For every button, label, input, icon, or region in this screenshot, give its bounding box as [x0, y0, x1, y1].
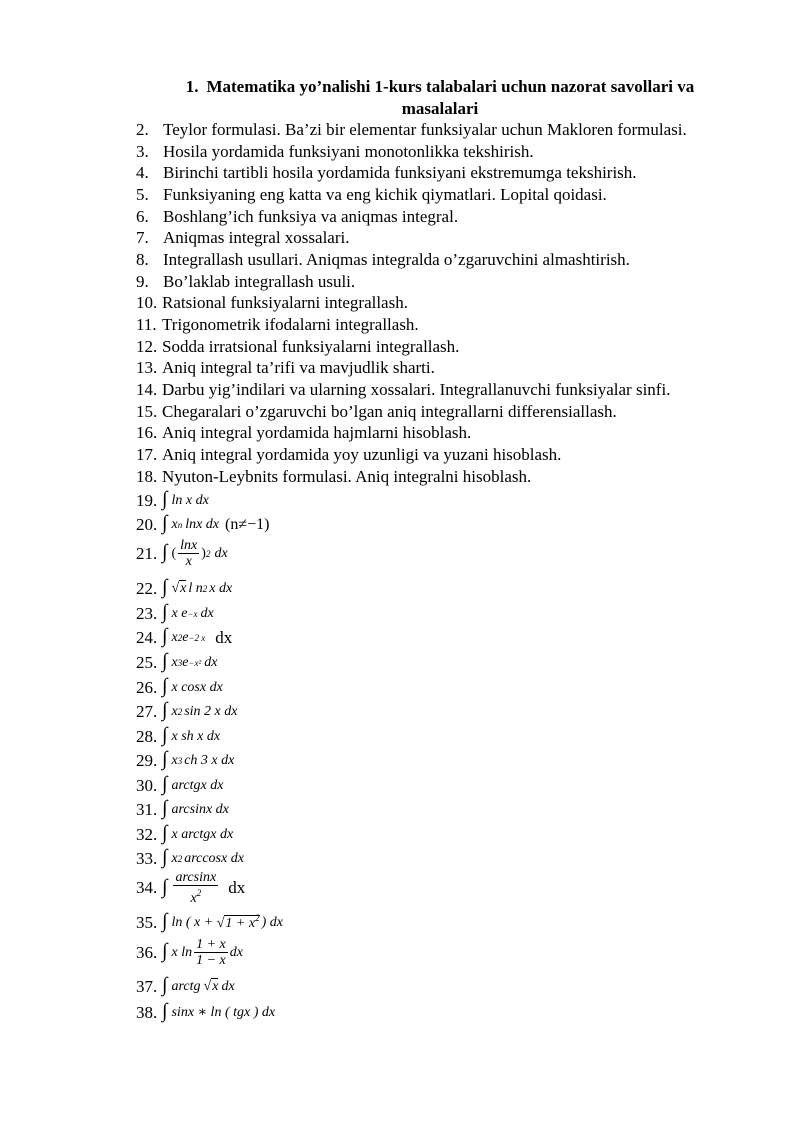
page-title: [150, 76, 730, 120]
title-text: Matematika yo’nalishi 1-kurs talabalari uchun nazorat savollari va masalalari: [206, 77, 695, 118]
integral-item-28: 28. ∫ x sh x dx: [136, 724, 221, 746]
integral-item-32: 32. ∫ x arctgx dx: [136, 822, 234, 844]
integral-item-25: 25. ∫ x 3 e −x² dx: [136, 650, 218, 672]
list-item: 5. Funksiyaning eng katta va eng kichik qiymatlari. Lopital qoidasi.: [136, 185, 607, 204]
integral-sign: ∫: [162, 748, 168, 770]
integral-sign: ∫: [162, 974, 168, 996]
integral-sign: ∫: [162, 576, 168, 598]
list-item: 6. Boshlang’ich funksiya va aniqmas integral.: [136, 207, 459, 226]
list-item: 11. Trigonometrik ifodalarni integrallash.: [136, 315, 419, 334]
list-item: 2. Teylor formulasi. Ba’zi bir elementar funksiyalar uchun Makloren formulasi.: [136, 120, 687, 139]
list-item: 10. Ratsional funksiyalarni integrallash.: [136, 293, 408, 312]
list-item: 9. Bo’laklab integrallash usuli.: [136, 272, 356, 291]
list-item: 8. Integrallash usullari. Aniqmas integralda o’zgaruvchini almashtirish.: [136, 250, 630, 269]
integral-item-22: 22. ∫ √x l n 2 x dx: [136, 576, 233, 598]
integral-sign: ∫: [162, 675, 168, 697]
integral-sign: ∫: [162, 773, 168, 795]
integral-sign: ∫: [162, 724, 168, 746]
integral-sign: ∫: [162, 846, 168, 868]
integral-sign: ∫: [162, 940, 168, 962]
integral-item-27: 27. ∫ x 2 sin 2 x dx: [136, 699, 238, 721]
integral-item-36: 36. ∫ x ln $\frac{1 + x}{1 - x}$ dx: [136, 937, 243, 968]
fraction: $\frac{1 + x}{1 - x}$: [196, 937, 226, 968]
list-item: 14. Darbu yig’indilari va ularning xossalari. Integrallanuvchi funksiyalar sinfi.: [136, 380, 671, 399]
integral-sign: ∫: [162, 625, 168, 647]
integral-item-23: 23. ∫ x e −x dx: [136, 601, 214, 623]
integral-item-35: 35. ∫ ln ( x + $√1 + x^2$ ) dx: [136, 910, 283, 932]
fraction: $\frac{\ln x}{x}$: [180, 538, 198, 569]
integral-sign: ∫: [162, 910, 168, 932]
list-item: 18. Nyuton-Leybnits formulasi. Aniq integralni hisoblash.: [136, 467, 532, 486]
list-item: 13. Aniq integral ta’rifi va mavjudlik sharti.: [136, 358, 435, 377]
integral-item-26: 26. ∫ x cosx dx: [136, 675, 223, 697]
fraction: $\frac{\arcsin x}{x^2}$: [175, 870, 217, 906]
list-item: 3. Hosila yordamida funksiyani monotonlikka tekshirish.: [136, 142, 534, 161]
integral-sign: ∫: [162, 512, 168, 534]
list-item: 12. Sodda irratsional funksiyalarni integrallash.: [136, 337, 460, 356]
integral-sign: ∫: [162, 699, 168, 721]
list-item: 17. Aniq integral yordamida yoy uzunligi va yuzani hisoblash.: [136, 445, 562, 464]
integral-item-31: 31. ∫ arcsinx dx: [136, 797, 229, 819]
integral-item-38: 38. ∫ sinx ∗ ln ( tgx ) dx: [136, 1000, 276, 1022]
integral-item-37: 37. ∫ arctg √x dx: [136, 974, 235, 996]
list-item: 7. Aniqmas integral xossalari.: [136, 228, 350, 247]
integral-item-19: 19. ∫ ln x dx: [136, 488, 209, 510]
integral-sign: ∫: [162, 797, 168, 819]
integral-sign: ∫: [162, 601, 168, 623]
integral-item-33: 33. ∫ x 2 arccosx dx: [136, 846, 244, 868]
integral-sign: ∫: [162, 488, 168, 510]
integral-item-20: 20. ∫ x n lnx dx (n≠−1): [136, 512, 270, 534]
integral-item-34: 34. ∫ $\frac{\arcsin x}{x^2}$ dx: [136, 870, 246, 906]
title-number: 1.: [185, 77, 199, 96]
list-item: 16. Aniq integral yordamida hajmlarni hisoblash.: [136, 423, 472, 442]
integral-item-29: 29. ∫ x 3 ch 3 x dx: [136, 748, 235, 770]
integral-item-24: 24. ∫ x 2 e −2 x dx: [136, 625, 233, 647]
integral-sign: ∫: [162, 1000, 168, 1022]
list-item: 4. Birinchi tartibli hosila yordamida funksiyani ekstremumga tekshirish.: [136, 163, 637, 182]
list-item: 15. Chegaralari o’zgaruvchi bo’lgan aniq integrallarni differensiallash.: [136, 402, 617, 421]
integral-sign: ∫: [162, 822, 168, 844]
integral-sign: ∫: [162, 541, 168, 563]
integral-sign: ∫: [162, 875, 168, 898]
integral-sign: ∫: [162, 650, 168, 672]
integral-item-30: 30. ∫ arctgx dx: [136, 773, 224, 795]
integral-item-21: 21. ∫ ( $\frac{\ln x}{x}$ ) 2 dx: [136, 538, 228, 569]
